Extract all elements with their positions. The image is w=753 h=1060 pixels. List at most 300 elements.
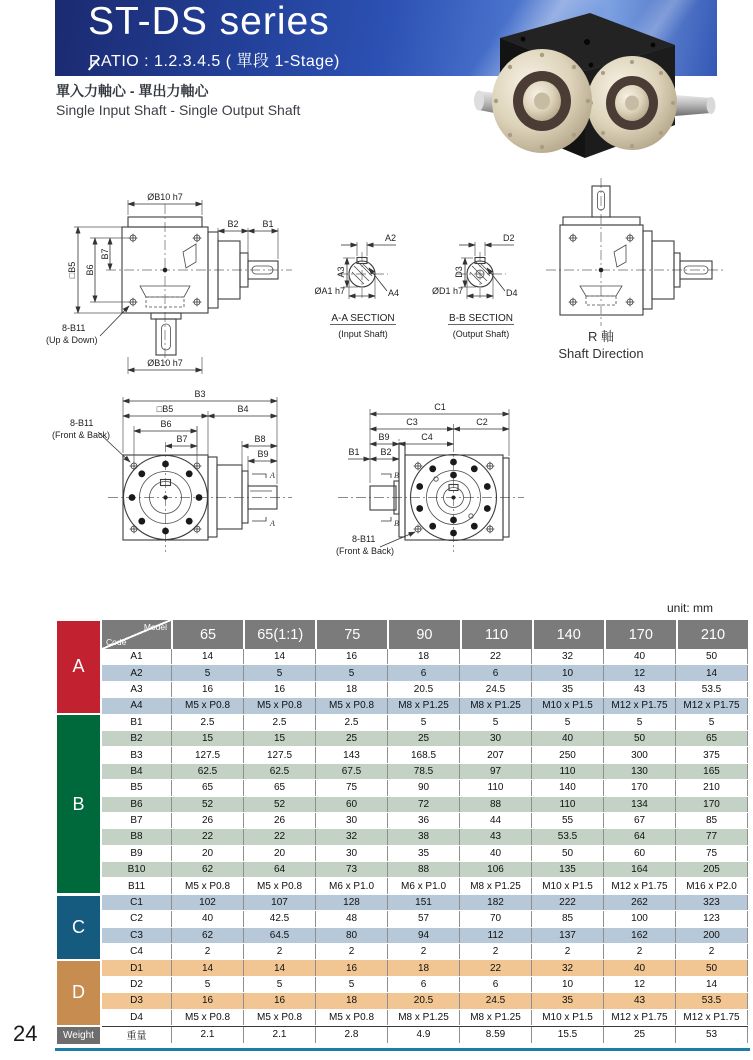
table-cell: 207	[459, 747, 531, 762]
table-cell: 2	[315, 944, 387, 959]
table-cell: 210	[675, 780, 748, 795]
section-letter-D: D	[57, 961, 100, 1025]
table-cell: 50	[675, 649, 748, 664]
table-cell: 6	[387, 665, 459, 680]
dim-label: D3	[454, 266, 464, 278]
section-title: B-B SECTION	[449, 313, 513, 324]
column-header: 110	[460, 620, 532, 649]
table-cell: M12 x P1.75	[603, 878, 675, 893]
table-cell: 15	[171, 731, 243, 746]
table-row	[102, 878, 748, 894]
table-cell: 32	[531, 960, 603, 975]
table-cell: 40	[531, 731, 603, 746]
dim-label: C1	[434, 402, 446, 412]
section-title: A-A SECTION	[331, 313, 395, 324]
table-cell: 43	[459, 829, 531, 844]
table-cell: 375	[675, 747, 748, 762]
table-cell: 40	[603, 960, 675, 975]
table-cell: 112	[459, 928, 531, 943]
table-cell: 62.5	[171, 764, 243, 779]
row-code: B8	[130, 831, 143, 843]
table-row	[102, 911, 748, 927]
cut-mark-label: B	[394, 471, 399, 480]
column-header: 140	[532, 620, 604, 649]
drawing-aa-section	[314, 233, 399, 339]
weight-row	[102, 1026, 748, 1044]
table-cell: 20	[243, 846, 315, 861]
table-cell: 102	[171, 895, 243, 910]
table-cell: M5 x P0.8	[243, 698, 315, 713]
dim-label: ØB10 h7	[147, 358, 183, 368]
table-row	[102, 895, 748, 911]
table-cell: 60	[603, 846, 675, 861]
table-cell: 40	[171, 911, 243, 926]
row-code: A1	[130, 651, 143, 663]
dim-label: ØD1 h7	[431, 286, 463, 296]
table-cell: M16 x P2.0	[675, 878, 748, 893]
table-cell: 14	[171, 960, 243, 975]
section-letter-A: A	[57, 621, 100, 714]
table-cell: 5	[243, 665, 315, 680]
table-row	[102, 813, 748, 829]
table-cell: 5	[315, 977, 387, 992]
weight-cell: 25	[603, 1027, 675, 1043]
table-cell: M12 x P1.75	[675, 698, 748, 713]
table-cell: 5	[531, 715, 603, 730]
dim-label: B3	[194, 389, 206, 399]
table-cell: 18	[315, 682, 387, 697]
table-row	[102, 862, 748, 878]
table-cell: 14	[243, 649, 315, 664]
table-row	[102, 797, 748, 813]
table-cell: M8 x P1.25	[387, 1010, 459, 1025]
table-cell: 134	[603, 797, 675, 812]
table-cell: 262	[603, 895, 675, 910]
dim-label: B9	[378, 432, 390, 442]
row-code: C2	[130, 913, 143, 925]
table-cell: 53.5	[531, 829, 603, 844]
row-code: B7	[130, 815, 143, 827]
table-cell: 64.5	[243, 928, 315, 943]
table-cell: 30	[459, 731, 531, 746]
table-cell: 16	[171, 993, 243, 1008]
table-cell: 32	[315, 829, 387, 844]
table-cell: 44	[459, 813, 531, 828]
table-cell: M10 x P1.5	[531, 1010, 603, 1025]
table-cell: M5 x P0.8	[315, 1010, 387, 1025]
row-code: C4	[130, 946, 143, 958]
dim-label: A3	[336, 266, 346, 278]
row-code: C1	[130, 897, 143, 909]
row-code: C3	[130, 929, 143, 941]
dim-label: A4	[388, 288, 400, 298]
table-cell: 2	[603, 944, 675, 959]
table-cell: 40	[603, 649, 675, 664]
table-cell: 128	[315, 895, 387, 910]
shaft-direction-zh: R 軸	[587, 329, 615, 344]
drawing-bb-section	[432, 233, 518, 339]
table-row	[102, 993, 748, 1009]
product-photo	[425, 3, 717, 173]
table-cell: 5	[459, 715, 531, 730]
table-cell: 22	[243, 829, 315, 844]
table-cell: 110	[459, 780, 531, 795]
row-code: B11	[127, 880, 146, 892]
table-row	[102, 649, 748, 665]
table-cell: 16	[243, 682, 315, 697]
table-cell: 25	[315, 731, 387, 746]
table-row	[102, 698, 748, 714]
table-cell: 5	[387, 715, 459, 730]
table-cell: 75	[675, 846, 748, 861]
table-cell: 85	[675, 813, 748, 828]
letter-gutter	[57, 620, 100, 1050]
shaft-direction-en: Shaft Direction	[558, 346, 644, 361]
table-cell: 323	[675, 895, 748, 910]
table-cell: M12 x P1.75	[675, 1010, 748, 1025]
row-code: A3	[130, 683, 143, 695]
weight-cell: 8.59	[459, 1027, 531, 1043]
table-cell: 53.5	[675, 682, 748, 697]
cut-mark-label: B	[394, 519, 399, 528]
drawing-shaft-direction	[546, 178, 724, 361]
table-cell: 5	[675, 715, 748, 730]
dim-label: ØA1 h7	[314, 286, 345, 296]
table-cell: 88	[459, 797, 531, 812]
dim-label: □B5	[156, 404, 174, 414]
table-cell: 88	[387, 862, 459, 877]
row-code: B1	[130, 716, 143, 728]
table-cell: 2	[171, 944, 243, 959]
table-cell: 5	[171, 665, 243, 680]
column-header: 90	[387, 620, 459, 649]
table-cell: 2.5	[243, 715, 315, 730]
table-cell: 2	[243, 944, 315, 959]
table-cell: M6 x P1.0	[387, 878, 459, 893]
weight-cell: 2.1	[171, 1027, 243, 1043]
column-header: 170	[604, 620, 676, 649]
table-cell: 110	[531, 764, 603, 779]
bottom-accent-line	[55, 1048, 750, 1051]
weight-cell: 2.1	[243, 1027, 315, 1043]
table-cell: 164	[603, 862, 675, 877]
table-row	[102, 928, 748, 944]
table-cell: 18	[315, 993, 387, 1008]
screw-note-sub: (Front & Back)	[52, 430, 111, 440]
dim-label: A2	[385, 233, 397, 243]
dim-label: B4	[237, 404, 249, 414]
table-cell: 42.5	[243, 911, 315, 926]
front-flange	[474, 49, 592, 153]
table-cell: 50	[531, 846, 603, 861]
screw-note-sub: (Up & Down)	[46, 335, 98, 345]
table-cell: 222	[531, 895, 603, 910]
table-cell: 100	[603, 911, 675, 926]
row-code: B9	[130, 847, 143, 859]
table-cell: 43	[603, 993, 675, 1008]
table-cell: 130	[603, 764, 675, 779]
table-cell: 36	[387, 813, 459, 828]
dim-label: B7	[100, 248, 110, 260]
dim-label: C3	[406, 417, 418, 427]
table-cell: 24.5	[459, 993, 531, 1008]
weight-code: 重量	[126, 1031, 147, 1043]
dim-label: □B5	[67, 261, 77, 279]
table-cell: 64	[243, 862, 315, 877]
table-cell: 26	[171, 813, 243, 828]
table-cell: 107	[243, 895, 315, 910]
table-cell: 15	[243, 731, 315, 746]
table-cell: 10	[531, 977, 603, 992]
table-row	[102, 764, 748, 780]
table-cell: 140	[531, 780, 603, 795]
table-cell: 50	[675, 960, 748, 975]
table-cell: 170	[603, 780, 675, 795]
table-cell: 137	[531, 928, 603, 943]
table-cell: 16	[171, 682, 243, 697]
table-cell: 30	[315, 846, 387, 861]
table-cell: 12	[603, 665, 675, 680]
table-cell: 75	[315, 780, 387, 795]
table-cell: 26	[243, 813, 315, 828]
table-cell: M12 x P1.75	[603, 1010, 675, 1025]
table-cell: 5	[171, 977, 243, 992]
corner-code-label: Code	[106, 637, 127, 647]
dim-label: B8	[254, 434, 266, 444]
dim-label: B1	[348, 447, 360, 457]
table-cell: 106	[459, 862, 531, 877]
dim-label: ØB10 h7	[147, 192, 183, 202]
table-row	[102, 846, 748, 862]
table-cell: 127.5	[243, 747, 315, 762]
model-code-corner	[102, 620, 171, 649]
table-cell: M6 x P1.0	[315, 878, 387, 893]
table-cell: M5 x P0.8	[171, 1010, 243, 1025]
screw-note-sub: (Front & Back)	[336, 546, 395, 556]
dim-label: D2	[503, 233, 515, 243]
table-cell: 55	[531, 813, 603, 828]
table-cell: 110	[531, 797, 603, 812]
table-cell: 48	[315, 911, 387, 926]
table-row	[102, 715, 748, 731]
table-cell: 14	[675, 977, 748, 992]
table-cell: 151	[387, 895, 459, 910]
dim-label: B2	[380, 447, 392, 457]
table-cell: 20.5	[387, 682, 459, 697]
table-cell: 32	[531, 649, 603, 664]
section-letter-B: B	[57, 715, 100, 893]
table-cell: 38	[387, 829, 459, 844]
table-cell: 35	[531, 993, 603, 1008]
table-cell: 40	[459, 846, 531, 861]
table-cell: 65	[675, 731, 748, 746]
table-cell: 20.5	[387, 993, 459, 1008]
table-cell: 65	[243, 780, 315, 795]
technical-drawings	[0, 160, 753, 605]
table-cell: 14	[243, 960, 315, 975]
weight-cell: 53	[675, 1027, 748, 1043]
table-cell: 2	[387, 944, 459, 959]
table-cell: 135	[531, 862, 603, 877]
table-cell: 5	[315, 665, 387, 680]
column-header: 210	[676, 620, 748, 649]
row-code: B4	[130, 765, 143, 777]
row-code: B2	[130, 733, 143, 745]
cut-mark-label: A	[270, 519, 275, 528]
table-cell: 50	[603, 731, 675, 746]
page-title: ST-DS series	[88, 0, 330, 43]
table-cell: 14	[675, 665, 748, 680]
table-cell: 22	[459, 960, 531, 975]
dim-label: B7	[176, 434, 188, 444]
table-cell: 35	[387, 846, 459, 861]
unit-label: unit: mm	[666, 601, 713, 615]
table-cell: 127.5	[171, 747, 243, 762]
table-cell: 200	[675, 928, 748, 943]
screw-note: 8-B11	[70, 418, 94, 428]
table-cell: M5 x P0.8	[243, 1010, 315, 1025]
table-cell: 143	[315, 747, 387, 762]
table-cell: M5 x P0.8	[243, 878, 315, 893]
table-cell: M8 x P1.25	[459, 878, 531, 893]
column-header: 65	[171, 620, 243, 649]
table-row	[102, 960, 748, 976]
row-code: B3	[130, 749, 143, 761]
subtitle-english: Single Input Shaft - Single Output Shaft	[56, 102, 301, 118]
table-cell: M8 x P1.25	[459, 698, 531, 713]
table-cell: M8 x P1.25	[459, 1010, 531, 1025]
table-cell: 25	[387, 731, 459, 746]
cut-mark-label: A	[270, 471, 275, 480]
screw-note: 8-B11	[62, 323, 86, 333]
section-letter-C: C	[57, 896, 100, 960]
table-cell: M12 x P1.75	[603, 698, 675, 713]
table-cell: 52	[243, 797, 315, 812]
table-row	[102, 682, 748, 698]
table-cell: 2	[459, 944, 531, 959]
rows	[102, 620, 748, 1044]
corner-model-label: Model	[143, 622, 167, 632]
row-code: B10	[127, 864, 146, 876]
table-cell: 65	[171, 780, 243, 795]
table-cell: 6	[387, 977, 459, 992]
table-cell: M5 x P0.8	[171, 698, 243, 713]
dim-label: B2	[227, 219, 239, 229]
weight-cell: 4.9	[387, 1027, 459, 1043]
table-cell: 43	[603, 682, 675, 697]
table-cell: 24.5	[459, 682, 531, 697]
table-row	[102, 780, 748, 796]
table-cell: 6	[459, 977, 531, 992]
table-cell: 2.5	[171, 715, 243, 730]
table-cell: 73	[315, 862, 387, 877]
column-header: 75	[315, 620, 387, 649]
table-row	[102, 944, 748, 960]
row-code: B6	[130, 798, 143, 810]
table-cell: 62.5	[243, 764, 315, 779]
table-cell: 5	[243, 977, 315, 992]
table-cell: 168.5	[387, 747, 459, 762]
table-cell: M8 x P1.25	[387, 698, 459, 713]
table-cell: 57	[387, 911, 459, 926]
table-cell: 182	[459, 895, 531, 910]
dim-label: B6	[160, 419, 172, 429]
table-cell: 30	[315, 813, 387, 828]
row-code: A2	[130, 667, 143, 679]
header-row	[102, 620, 748, 649]
table-cell: 16	[243, 993, 315, 1008]
table-cell: 72	[387, 797, 459, 812]
column-header: 65(1:1)	[243, 620, 315, 649]
table-cell: M10 x P1.5	[531, 698, 603, 713]
table-cell: 2	[675, 944, 748, 959]
table-cell: 12	[603, 977, 675, 992]
table-cell: 250	[531, 747, 603, 762]
table-cell: M5 x P0.8	[171, 878, 243, 893]
table-cell: 165	[675, 764, 748, 779]
table-cell: 5	[603, 715, 675, 730]
weight-cell: 15.5	[531, 1027, 603, 1043]
table-cell: 97	[459, 764, 531, 779]
table-cell: 70	[459, 911, 531, 926]
table-cell: 14	[171, 649, 243, 664]
table-cell: 123	[675, 911, 748, 926]
table-cell: 53.5	[675, 993, 748, 1008]
dim-label: C4	[421, 432, 433, 442]
dim-label: C2	[476, 417, 488, 427]
right-flange	[587, 56, 716, 150]
table-cell: 67	[603, 813, 675, 828]
row-code: D2	[130, 979, 143, 990]
table-cell: 22	[171, 829, 243, 844]
row-code: D1	[130, 962, 143, 974]
table-cell: 18	[387, 960, 459, 975]
table-cell: 52	[171, 797, 243, 812]
table-row	[102, 829, 748, 845]
page-number: 24	[13, 1021, 38, 1046]
table-cell: 35	[531, 682, 603, 697]
table-cell: 90	[387, 780, 459, 795]
table-row	[102, 665, 748, 681]
drawing-side-view	[52, 389, 292, 552]
table-row	[102, 747, 748, 763]
table-cell: 85	[531, 911, 603, 926]
table-cell: 20	[171, 846, 243, 861]
row-code: B5	[130, 782, 143, 794]
dim-label: B9	[257, 449, 269, 459]
table-cell: 77	[675, 829, 748, 844]
table-row	[102, 731, 748, 747]
dim-label: D4	[506, 288, 518, 298]
table-cell: M10 x P1.5	[531, 878, 603, 893]
row-code: D4	[130, 1011, 143, 1023]
table-cell: 67.5	[315, 764, 387, 779]
row-code: D3	[130, 995, 143, 1007]
table-cell: 2	[531, 944, 603, 959]
table-cell: M5 x P0.8	[315, 698, 387, 713]
table-row	[102, 1010, 748, 1026]
spec-table	[57, 620, 748, 1044]
table-cell: 60	[315, 797, 387, 812]
table-cell: 16	[315, 649, 387, 664]
table-cell: 300	[603, 747, 675, 762]
row-code: A4	[130, 700, 143, 712]
table-cell: 205	[675, 862, 748, 877]
table-cell: 10	[531, 665, 603, 680]
table-cell: 2.5	[315, 715, 387, 730]
weight-cell: 2.8	[315, 1027, 387, 1043]
table-cell: 62	[171, 928, 243, 943]
